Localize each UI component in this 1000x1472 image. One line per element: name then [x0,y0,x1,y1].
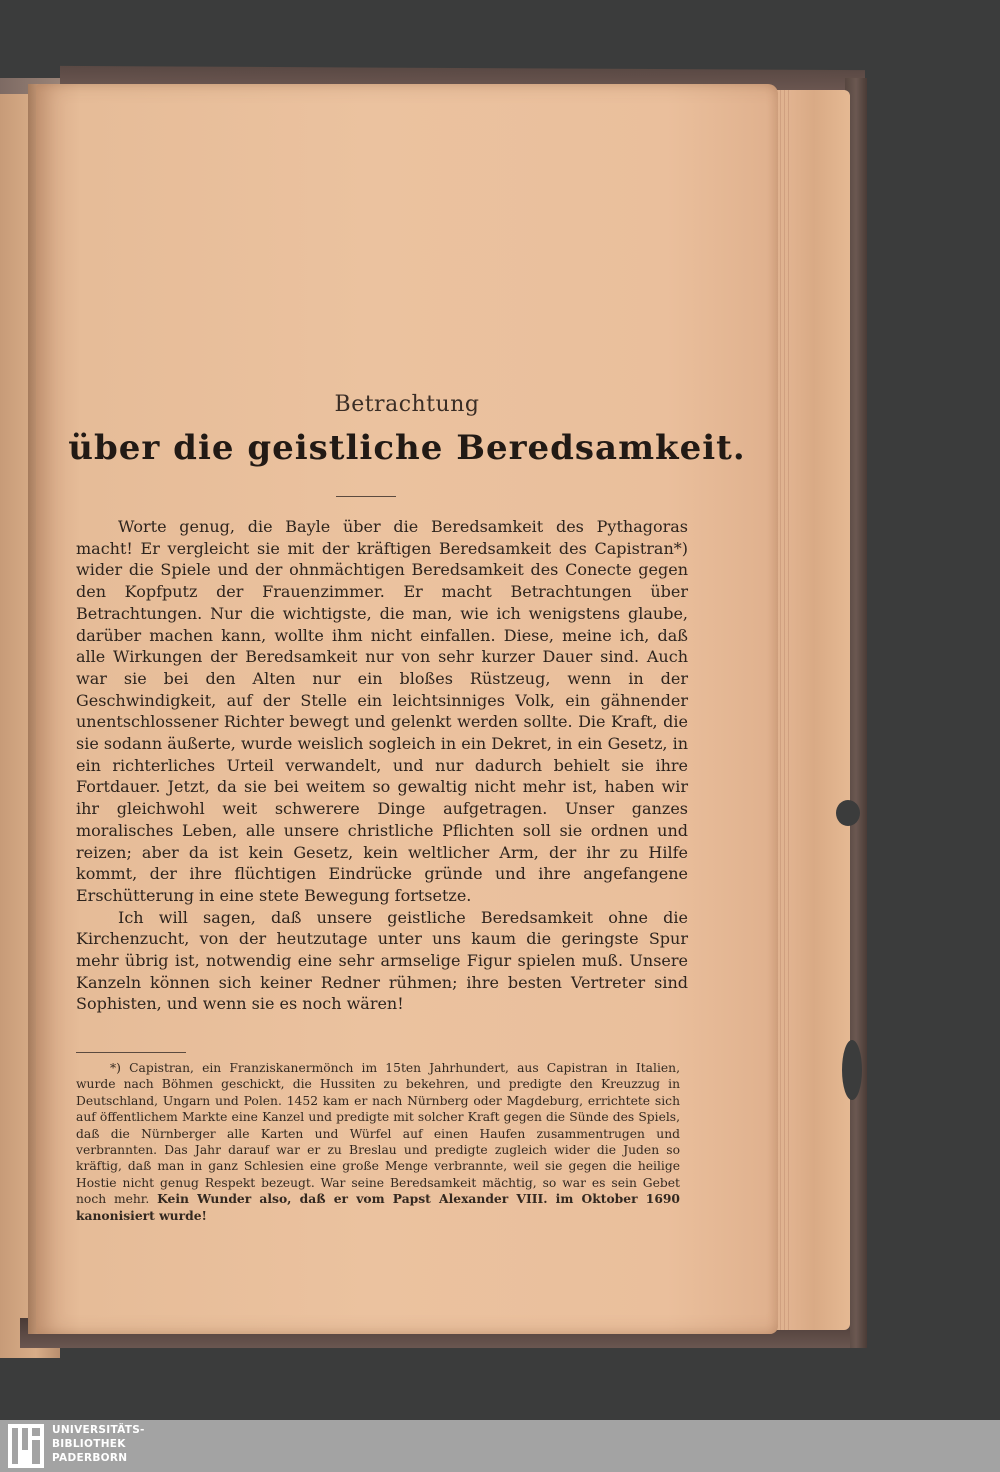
title-line-1: Betrachtung [334,392,480,417]
footnote [76,1060,680,1224]
footnote-divider [76,1052,186,1053]
body-text [76,516,688,1015]
paragraph: Ich will sagen, daß unsere geistliche Beredsamkeit ohne die Kirchenzucht, von der heutzutage unter uns kaum die geringste Spur mehr übrig ist, notwendig eine sehr armselige Figur spielen muß. Unsere Kanzeln können sich keiner Redner rühmen; ihre besten Vertreter sind Sophisten, und wenn sie es noch wären! [76,907,688,1014]
title-divider [336,496,396,497]
library-name [52,1423,145,1465]
footnote-text [76,1060,680,1224]
title-line-2: über die geistliche Beredsamkeit. [68,428,746,468]
library-name-line: UNIVERSITÄTS- [52,1424,145,1436]
torn-edge [836,800,860,826]
library-name-line: PADERBORN [52,1452,128,1464]
library-logo-icon [8,1424,44,1468]
page-content [36,84,778,1334]
footnote-last-sentence: Kein Wunder also, daß er vom Papst Alexander VIII. im Oktober 1690 kanonisiert wurde! [76,1191,680,1223]
footnote-main: *) Capistran, ein Franziskanermönch im 15ten Jahrhundert, aus Capistran in Italien, wurde nach Böhmen geschickt, die Hussiten zu bekehren, und predigte den Kreuzzug in Deutschland, Ungarn und Polen. 1452 kam er nach Nürnberg oder Magdeburg, errichtete sich auf öffentlichem Markte eine Kanzel und predigte mit solcher Kraft gegen die Sünde des Spiels, daß die Nürnberger alle Karten und Würfel auf einen Haufen zusammentrugen und verbrannten. Das Jahr darauf war er zu Breslau und predigte zugleich wider die Juden so kräftig, daß man in ganz Schlesien eine große Menge verbrannte, weil sie gegen die heilige Hostie nicht genug Respekt bezeugt. War seine Beredsamkeit mächtig, so war es sein Gebet noch mehr. [76,1061,680,1207]
paragraph: Worte genug, die Bayle über die Beredsamkeit des Pythagoras macht! Er vergleicht sie mit der kräftigen Beredsamkeit des Capistran*) wider die Spiele und der ohnmächtigen Beredsamkeit des Conecte gegen den Kopfputz der Frauenzimmer. Er macht Betrachtungen über Betrachtungen. Nur die wichtigste, die man, wie ich wenigstens glaube, darüber machen kann, wollte ihm nicht einfallen. Diese, meine ich, daß alle Wirkungen der Beredsamkeit nur von sehr kurzer Dauer sind. Auch war sie bei den Alten nur ein bloßes Rüstzeug, wenn in der Geschwindigkeit, auf der Stelle ein leichtsinniges Volk, ein gähnender unentschlossener Richter bewegt und gelenkt werden sollte. Die Kraft, die sie sodann äußerte, wurde weislich sogleich in ein Dekret, in ein Gesetz, in ein richterliches Urteil verwandelt, und nur dadurch behielt sie ihre Fortdauer. Jetzt, da sie bei weitem so gewaltig nicht mehr ist, haben wir ihr gleichwohl weit schwerere Dinge aufgetragen. Unser ganzes moralisches Leben, alle unsere christliche Pflichten soll sie ordnen und reizen; aber da ist kein Gesetz, kein weltlicher Arm, der ihr zu Hilfe kommt, der ihre flüchtigen Eindrücke gründe und ihre angefangene Erschütterung in eine stete Bewegung fortsetze. [76,517,688,905]
library-name-line: BIBLIOTHEK [52,1438,126,1450]
library-footer-bar [0,1420,1000,1472]
torn-edge [842,1040,862,1100]
